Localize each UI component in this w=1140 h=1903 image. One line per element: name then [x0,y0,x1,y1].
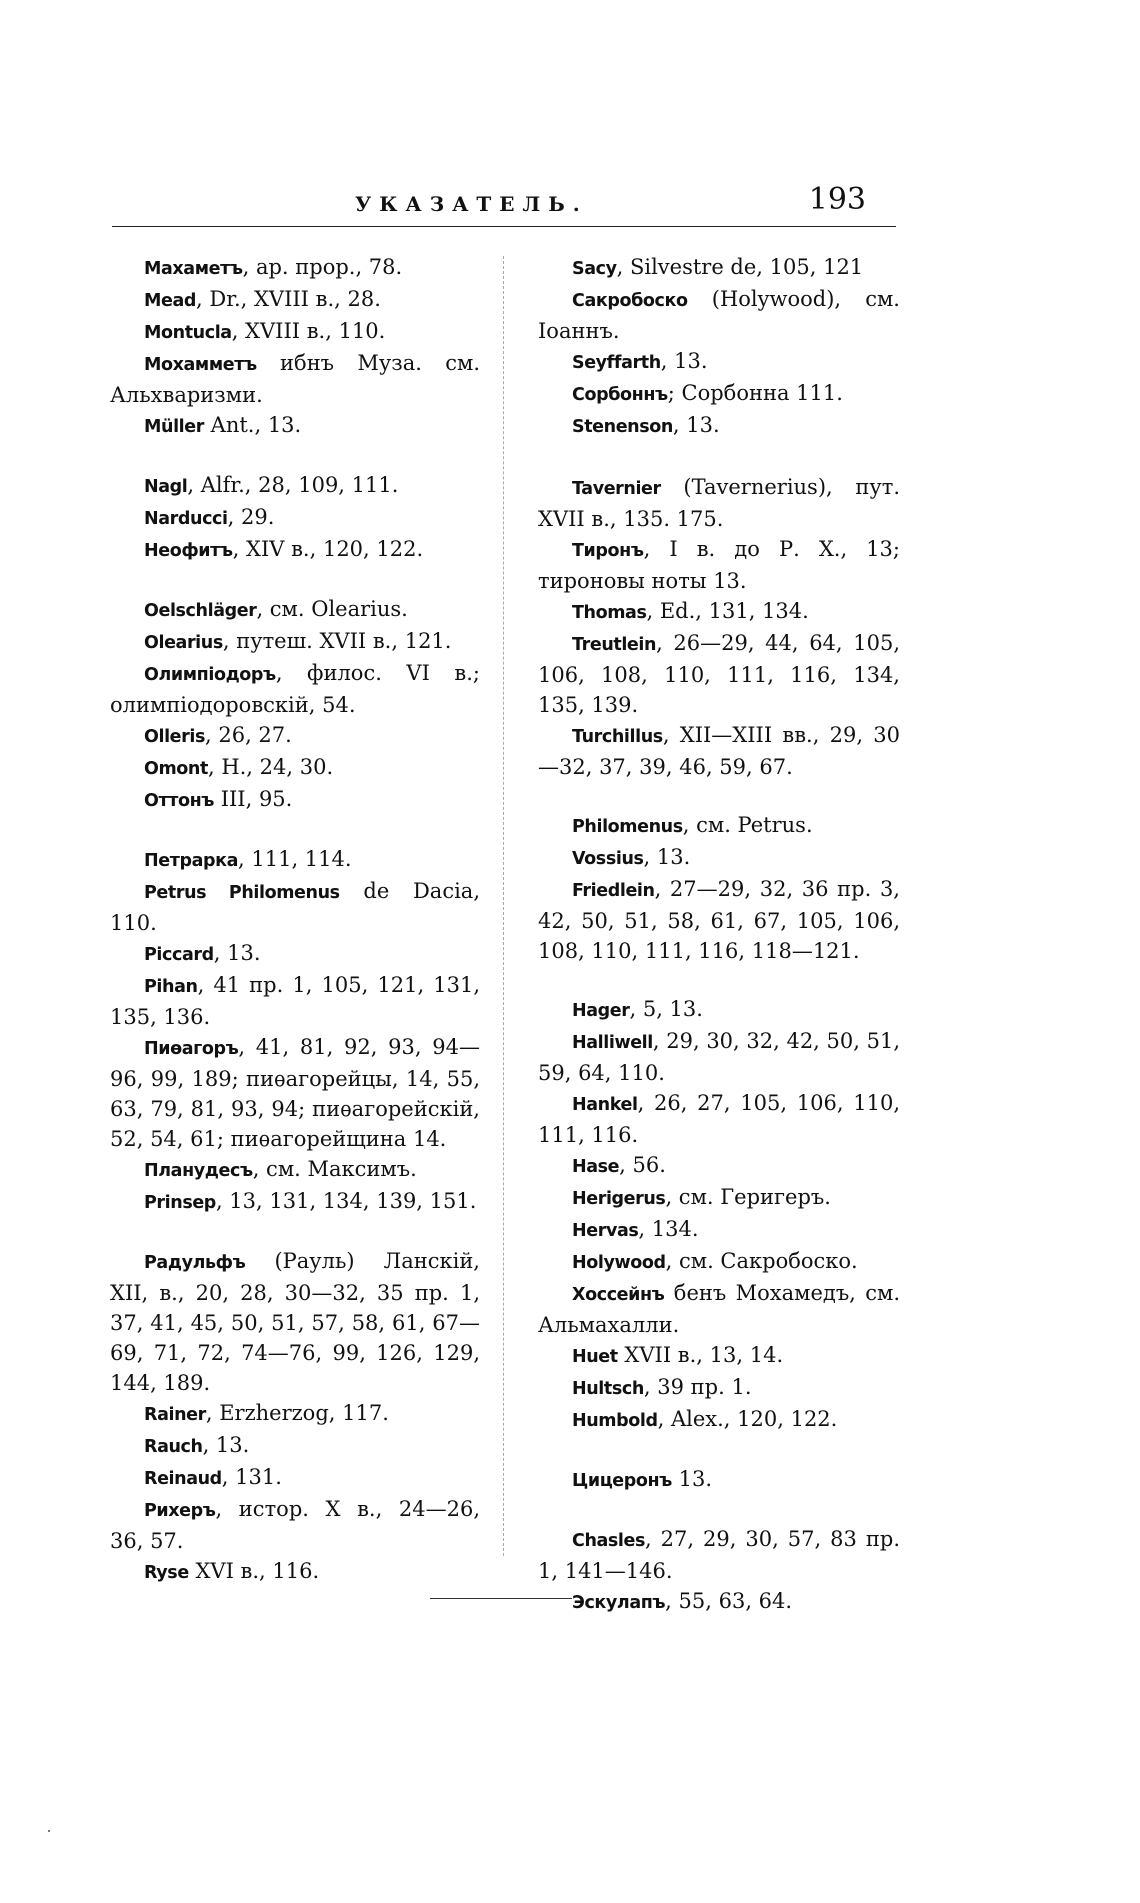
index-entry: Prinsep, 13, 131, 134, 139, 151. [144,1189,477,1213]
page-number: 193 [808,182,866,217]
index-entry: Хоссейнъ бенъ Мохамедъ, см. Альмахалли. [538,1281,900,1337]
end-rule [430,1598,572,1599]
index-entry: Петрарка, 111, 114. [144,847,352,871]
index-entry: Piccard, 13. [144,941,261,965]
index-entry: Turchillus, XII—XIII вв., 29, 30—32, 37, 39, 46, 59, 67. [538,723,900,779]
index-entry: Thomas, Ed., 131, 134. [572,599,809,623]
index-entry: Stenenson, 13. [572,413,720,437]
index-entry: Montucla, XVIII в., 110. [144,319,386,343]
index-entry: Herigerus, см. Геригеръ. [572,1185,831,1209]
index-entry: Планудесъ, см. Максимъ. [144,1157,417,1181]
index-entry: Friedlein, 27—29, 32, 36 пр. 3, 42, 50, 51, 58, 61, 67, 105, 106, 108, 110, 111, 116, 118—121. [538,877,900,963]
index-entry: Рихеръ, истор. X в., 24—26, 36, 57. [110,1497,480,1553]
index-entry: Seyffarth, 13. [572,349,708,373]
index-entry: Цицеронъ 13. [572,1467,713,1491]
index-entry: Rauch, 13. [144,1433,250,1457]
index-entry: Ryse XVI в., 116. [144,1559,320,1583]
index-entry: Hervas, 134. [572,1217,699,1241]
index-entry: Pihan, 41 пр. 1, 105, 121, 131, 135, 136. [110,973,480,1029]
index-entry: Sacy, Silvestre de, 105, 121 [572,255,864,279]
index-entry: Nagl, Alfr., 28, 109, 111. [144,473,399,497]
index-entry: Petrus Philomenus de Dacia, 110. [110,879,480,935]
index-entry: Hultsch, 39 пр. 1. [572,1375,752,1399]
index-entry: Олимпіодоръ, филос. VI в.; олимпіодоровскій, 54. [110,661,480,717]
index-entry: Oelschläger, см. Olearius. [144,597,408,621]
index-entry: Мохамметъ ибнъ Муза. см. Альхваризми. [110,351,480,407]
index-entry: Тиронъ, I в. до Р. Х., 13; тироновы ноты 13. [538,537,900,593]
index-entry: Treutlein, 26—29, 44, 64, 105, 106, 108, 110, 111, 116, 134, 135, 139. [538,631,900,717]
index-entry: Оттонъ III, 95. [144,787,293,811]
index-entry: Rainer, Erzherzog, 117. [144,1401,389,1425]
index-entry: Mead, Dr., XVIII в., 28. [144,287,381,311]
left-column [110,252,480,1588]
index-entry: Chasles, 27, 29, 30, 57, 83 пр. 1, 141—146. [538,1527,900,1583]
index-entry: Махаметъ, ар. прор., 78. [144,255,403,279]
index-entry: Tavernier (Tavernerius), пут. XVII в., 135. 175. [538,475,900,531]
index-entry: Vossius, 13. [572,845,691,869]
index-entry: Hager, 5, 13. [572,997,703,1021]
index-entry: Holywood, см. Сакробоско. [572,1249,858,1273]
index-entry: Hankel, 26, 27, 105, 106, 110, 111, 116. [538,1091,900,1147]
index-entry: Humbold, Alex., 120, 122. [572,1407,838,1431]
index-entry: Reinaud, 131. [144,1465,282,1489]
index-entry: Сакробоско (Holywood), см. Іоаннъ. [538,287,900,343]
index-entry: Радульфъ (Рауль) Ланскій, XII, в., 20, 28, 30—32, 35 пр. 1, 37, 41, 45, 50, 51, 57, 58, 61, 67—69, 71, 72, 74—76, 99, 126, 129, 144, 189. [110,1249,480,1395]
index-entry: Halliwell, 29, 30, 32, 42, 50, 51, 59, 64, 110. [538,1029,900,1085]
print-speck [48,1830,50,1832]
index-entry: Philomenus, см. Petrus. [572,813,813,837]
index-entry: Olearius, путеш. XVII в., 121. [144,629,452,653]
index-entry: Omont, H., 24, 30. [144,755,334,779]
index-entry: Неофитъ, XIV в., 120, 122. [144,537,424,561]
index-entry: Эскулапъ, 55, 63, 64. [572,1589,793,1613]
right-column [538,252,900,1618]
index-entry: Huet XVII в., 13, 14. [572,1343,784,1367]
page-header [112,180,896,224]
header-rule [112,226,896,227]
index-entry: Сорбоннъ; Сорбонна 111. [572,381,843,405]
index-entry: Пиѳагоръ, 41, 81, 92, 93, 94—96, 99, 189; пиѳагорейцы, 14, 55, 63, 79, 81, 93, 94; пиѳагорейскій, 52, 54, 61; пиѳагорейщина 14. [110,1035,480,1151]
index-entry: Narducci, 29. [144,505,275,529]
running-title: УКАЗАТЕЛЬ. [355,192,588,216]
index-entry: Hase, 56. [572,1153,666,1177]
column-divider [503,256,504,1556]
index-entry: Olleris, 26, 27. [144,723,292,747]
index-entry: Müller Ant., 13. [144,413,302,437]
